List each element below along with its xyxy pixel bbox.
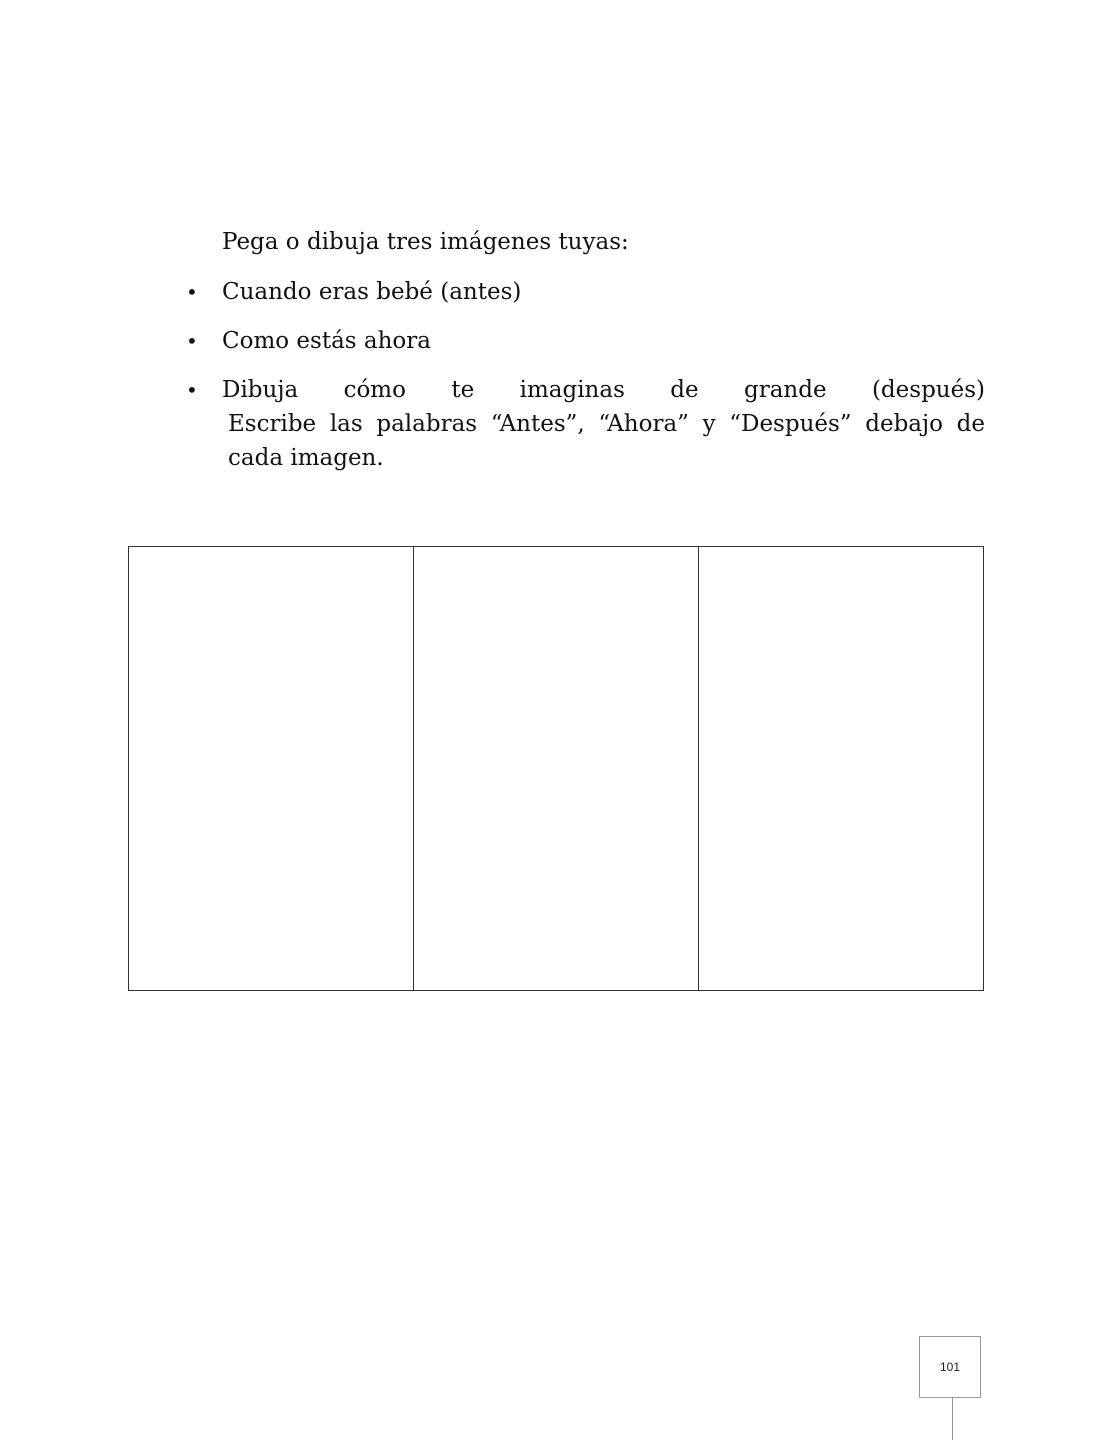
list-item-continuation: Escribe las palabras “Antes”, “Ahora” y “Después” debajo de cada imagen. xyxy=(228,411,985,471)
list-item xyxy=(180,324,985,358)
image-frame-despues[interactable] xyxy=(699,547,983,990)
page-number-box xyxy=(919,1336,981,1398)
list-item-text: • Dibuja cómo te imaginas de grande (después) xyxy=(222,377,985,403)
instruction-heading: Pega o dibuja tres imágenes tuyas: xyxy=(222,229,629,255)
image-frame-grid xyxy=(128,546,984,991)
instruction-list xyxy=(180,275,985,490)
page-number-stem xyxy=(952,1398,953,1440)
list-item-text: Cuando eras bebé (antes) xyxy=(222,279,522,305)
list-item xyxy=(180,373,985,475)
list-item-text: Como estás ahora xyxy=(222,328,431,354)
image-frame-ahora[interactable] xyxy=(414,547,699,990)
list-item xyxy=(180,275,985,309)
page-number: 101 xyxy=(939,1360,961,1374)
image-frame-antes[interactable] xyxy=(129,547,414,990)
